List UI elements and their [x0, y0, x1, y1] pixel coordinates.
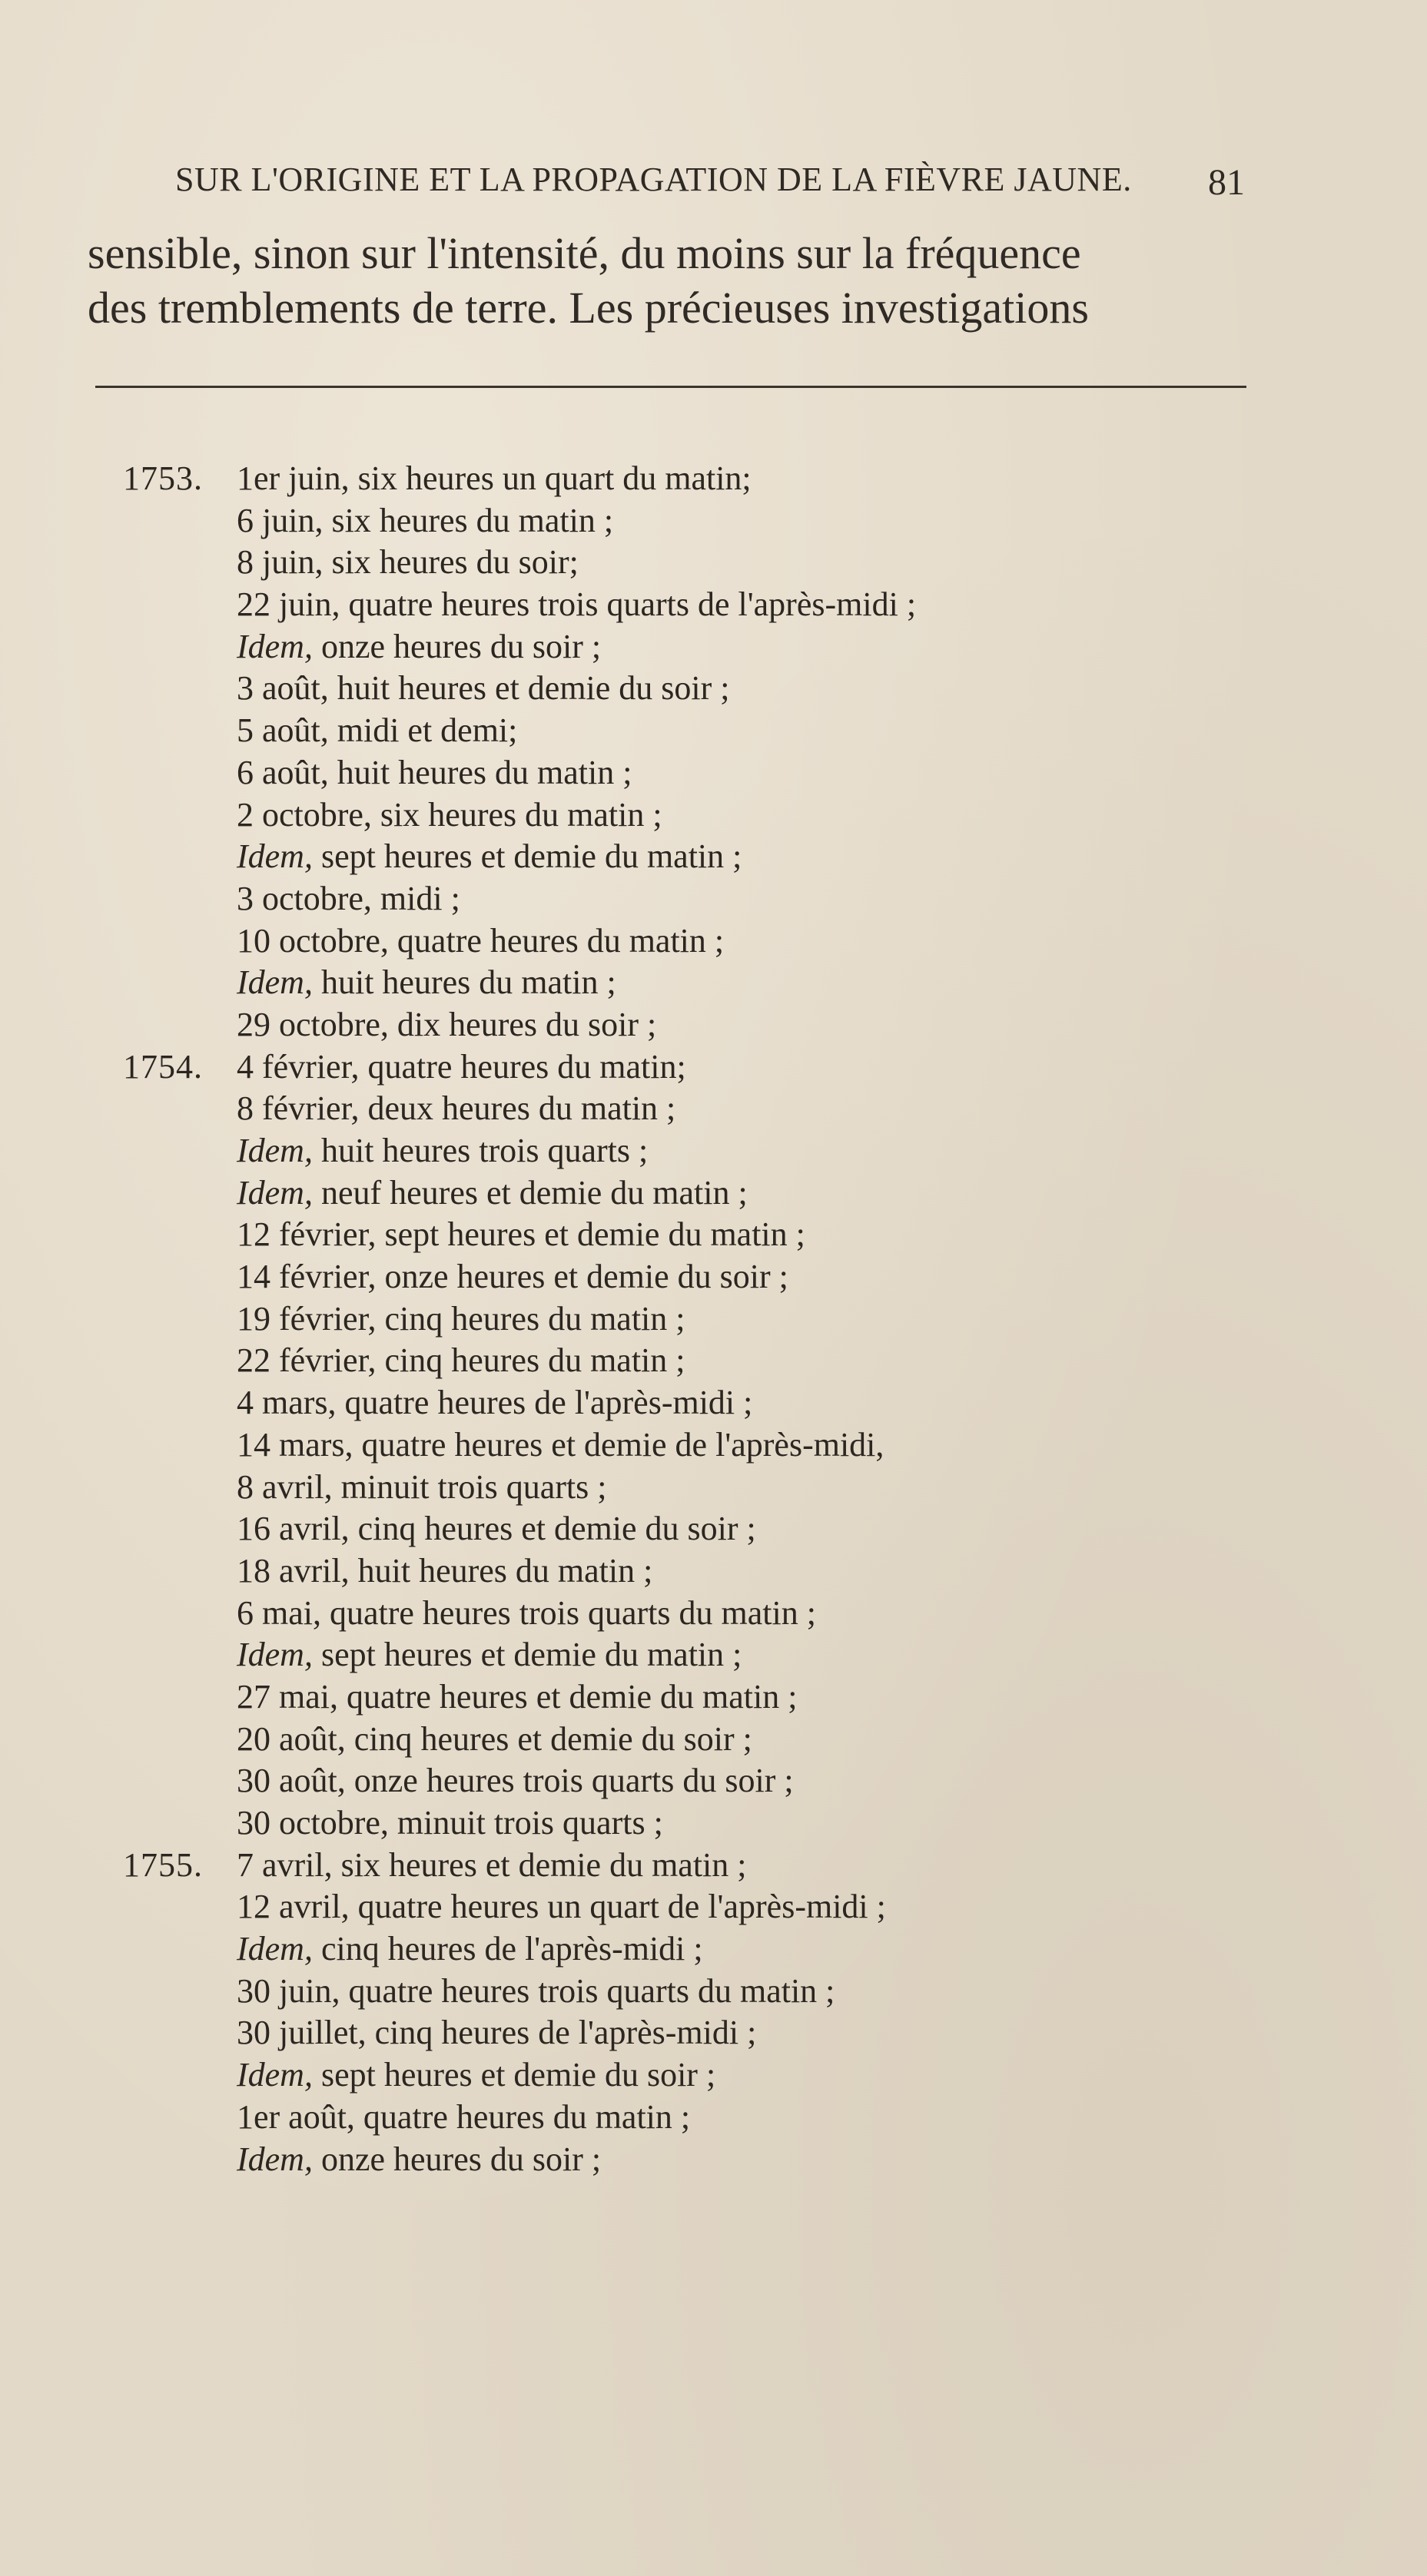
list-item: [0, 1550, 1427, 1593]
list-item: [0, 626, 1427, 668]
entry-description: 30 juillet, cinq heures de l'après-midi ;: [237, 2014, 757, 2052]
list-item: [0, 668, 1427, 710]
entry-text: [237, 1172, 748, 1215]
entry-text: [237, 836, 742, 878]
entry-description: 3 octobre, midi ;: [237, 879, 460, 917]
list-item: [0, 1508, 1427, 1550]
list-item: [0, 542, 1427, 584]
entry-text: [237, 1845, 747, 1887]
entry-description: 30 octobre, minuit trois quarts ;: [237, 1804, 663, 1842]
entry-text: [237, 1214, 805, 1256]
entry-text: [237, 794, 662, 837]
entry-idem: Idem,: [237, 1173, 313, 1212]
entry-text: [237, 1676, 797, 1719]
list-item: [0, 794, 1427, 837]
body-text-line: des tremblements de terre. Les précieuses investigations: [88, 283, 1089, 333]
list-item: [0, 1424, 1427, 1467]
list-item: [0, 1676, 1427, 1719]
entry-text: [237, 962, 616, 1004]
entry-text: [237, 542, 579, 584]
entry-idem: Idem,: [237, 1132, 313, 1169]
entry-description: 30 août, onze heures trois quarts du soir ;: [237, 1762, 794, 1800]
entry-description: 12 avril, quatre heures un quart de l'après-midi ;: [237, 1888, 886, 1926]
entry-year: 1754.: [123, 1047, 203, 1086]
entry-text: [237, 1928, 703, 1971]
entry-description: 20 août, cinq heures et demie du soir ;: [237, 1719, 752, 1758]
list-item: [0, 2139, 1427, 2181]
entry-text: [237, 1256, 788, 1298]
list-item: [0, 1845, 1427, 1887]
entry-text: [237, 668, 730, 710]
entry-description: 6 mai, quatre heures trois quarts du matin ;: [237, 1593, 816, 1632]
entry-description: sept heures et demie du soir ;: [312, 2056, 716, 2094]
entry-description: 8 avril, minuit trois quarts ;: [237, 1467, 607, 1506]
entry-text: [237, 584, 916, 626]
entry-description: 1er juin, six heures un quart du matin;: [237, 459, 752, 497]
list-item: [0, 1802, 1427, 1845]
list-item: [0, 1004, 1427, 1046]
entry-description: 4 mars, quatre heures de l'après-midi ;: [237, 1384, 753, 1422]
entry-description: huit heures du matin ;: [312, 963, 616, 1002]
list-item: [0, 1634, 1427, 1676]
list-item: [0, 584, 1427, 626]
list-item: [0, 2012, 1427, 2054]
list-item: [0, 1046, 1427, 1089]
earthquake-date-list: [0, 458, 1427, 2180]
entry-description: sept heures et demie du matin ;: [312, 837, 742, 876]
list-item: [0, 1593, 1427, 1635]
body-text-line: sensible, sinon sur l'intensité, du moins sur la fréquence: [88, 228, 1081, 278]
entry-text: [237, 626, 601, 668]
entry-description: 8 février, deux heures du matin ;: [237, 1089, 676, 1128]
entry-text: [237, 1088, 675, 1130]
entry-description: 19 février, cinq heures du matin ;: [237, 1299, 685, 1338]
list-item: [0, 2097, 1427, 2139]
list-item: [0, 1340, 1427, 1382]
entry-text: [237, 752, 632, 794]
entry-text: [237, 1130, 648, 1172]
entry-text: [237, 1760, 794, 1802]
entry-description: 6 juin, six heures du matin ;: [237, 501, 614, 539]
entry-text: [237, 1382, 752, 1424]
entry-description: 22 février, cinq heures du matin ;: [237, 1341, 685, 1380]
list-item: [0, 1760, 1427, 1802]
entry-idem: Idem,: [237, 1636, 313, 1674]
entry-description: 3 août, huit heures et demie du soir ;: [237, 669, 730, 708]
list-item: [0, 1928, 1427, 1971]
entry-idem: Idem,: [237, 963, 313, 1002]
entry-idem: Idem,: [237, 2140, 313, 2178]
entry-text: [237, 2139, 601, 2181]
list-item: [0, 1971, 1427, 2013]
list-item: [0, 1214, 1427, 1256]
list-item: [0, 1886, 1427, 1928]
list-item: [0, 1172, 1427, 1215]
page-number: 81: [1208, 162, 1245, 203]
list-item: [0, 1719, 1427, 1761]
entry-year: 1753.: [123, 459, 203, 497]
entry-text: [237, 1634, 742, 1676]
list-item: [0, 500, 1427, 542]
list-item: [0, 2054, 1427, 2097]
entry-description: 18 avril, huit heures du matin ;: [237, 1551, 653, 1590]
entry-text: [237, 1593, 816, 1635]
entry-text: [237, 878, 460, 920]
entry-text: [237, 1298, 685, 1341]
entry-text: [237, 1719, 752, 1761]
entry-description: 14 février, onze heures et demie du soir ;: [237, 1258, 788, 1296]
entry-text: [237, 1886, 886, 1928]
list-item: [0, 1298, 1427, 1341]
running-title: SUR L'ORIGINE ET LA PROPAGATION DE LA FIÈVRE JAUNE.: [175, 161, 1132, 198]
entry-description: cinq heures de l'après-midi ;: [312, 1930, 703, 1968]
entry-description: 30 juin, quatre heures trois quarts du matin ;: [237, 1971, 835, 2010]
entry-description: 2 octobre, six heures du matin ;: [237, 795, 662, 834]
entry-description: 12 février, sept heures et demie du matin ;: [237, 1215, 805, 1254]
list-item: [0, 1467, 1427, 1509]
list-item: [0, 1088, 1427, 1130]
entry-description: sept heures et demie du matin ;: [312, 1636, 742, 1674]
entry-text: [237, 920, 724, 963]
entry-description: 14 mars, quatre heures et demie de l'après-midi,: [237, 1425, 884, 1464]
entry-description: 27 mai, quatre heures et demie du matin ;: [237, 1677, 798, 1716]
entry-text: [237, 1004, 656, 1046]
entry-idem: Idem,: [237, 627, 313, 665]
list-item: [0, 1130, 1427, 1172]
entry-description: 22 juin, quatre heures trois quarts de l'après-midi ;: [237, 585, 917, 624]
entry-text: [237, 1550, 652, 1593]
entry-description: 1er août, quatre heures du matin ;: [237, 2097, 691, 2136]
entry-text: [237, 1802, 663, 1845]
entry-text: [237, 1340, 685, 1382]
list-item: [0, 710, 1427, 752]
entry-idem: Idem,: [237, 837, 313, 876]
entry-description: 29 octobre, dix heures du soir ;: [237, 1005, 657, 1043]
list-item: [0, 878, 1427, 920]
entry-text: [237, 1467, 607, 1509]
entry-description: 5 août, midi et demi;: [237, 711, 518, 750]
entry-description: 7 avril, six heures et demie du matin ;: [237, 1845, 747, 1884]
list-item: [0, 1382, 1427, 1424]
entry-idem: Idem,: [237, 1930, 313, 1968]
entry-text: [237, 500, 613, 542]
entry-text: [237, 1424, 884, 1467]
entry-description: 16 avril, cinq heures et demie du soir ;: [237, 1510, 756, 1548]
entry-text: [237, 2012, 756, 2054]
entry-description: 10 octobre, quatre heures du matin ;: [237, 921, 725, 960]
entry-year: 1755.: [123, 1845, 203, 1884]
entry-text: [237, 1971, 835, 2013]
entry-description: 6 août, huit heures du matin ;: [237, 753, 632, 791]
entry-idem: Idem,: [237, 2056, 313, 2094]
entry-text: [237, 2054, 715, 2097]
footnote-rule: [95, 386, 1246, 388]
entry-text: [237, 2097, 690, 2139]
entry-text: [237, 1046, 686, 1089]
entry-text: [237, 458, 752, 500]
list-item: [0, 458, 1427, 500]
entry-description: onze heures du soir ;: [312, 2140, 602, 2178]
entry-description: 8 juin, six heures du soir;: [237, 543, 579, 582]
list-item: [0, 1256, 1427, 1298]
entry-text: [237, 710, 517, 752]
entry-description: huit heures trois quarts ;: [312, 1132, 649, 1169]
entry-text: [237, 1508, 756, 1550]
entry-description: neuf heures et demie du matin ;: [312, 1173, 748, 1212]
entry-description: onze heures du soir ;: [312, 627, 602, 665]
list-item: [0, 752, 1427, 794]
entry-description: 4 février, quatre heures du matin;: [237, 1047, 686, 1086]
list-item: [0, 920, 1427, 963]
list-item: [0, 962, 1427, 1004]
list-item: [0, 836, 1427, 878]
